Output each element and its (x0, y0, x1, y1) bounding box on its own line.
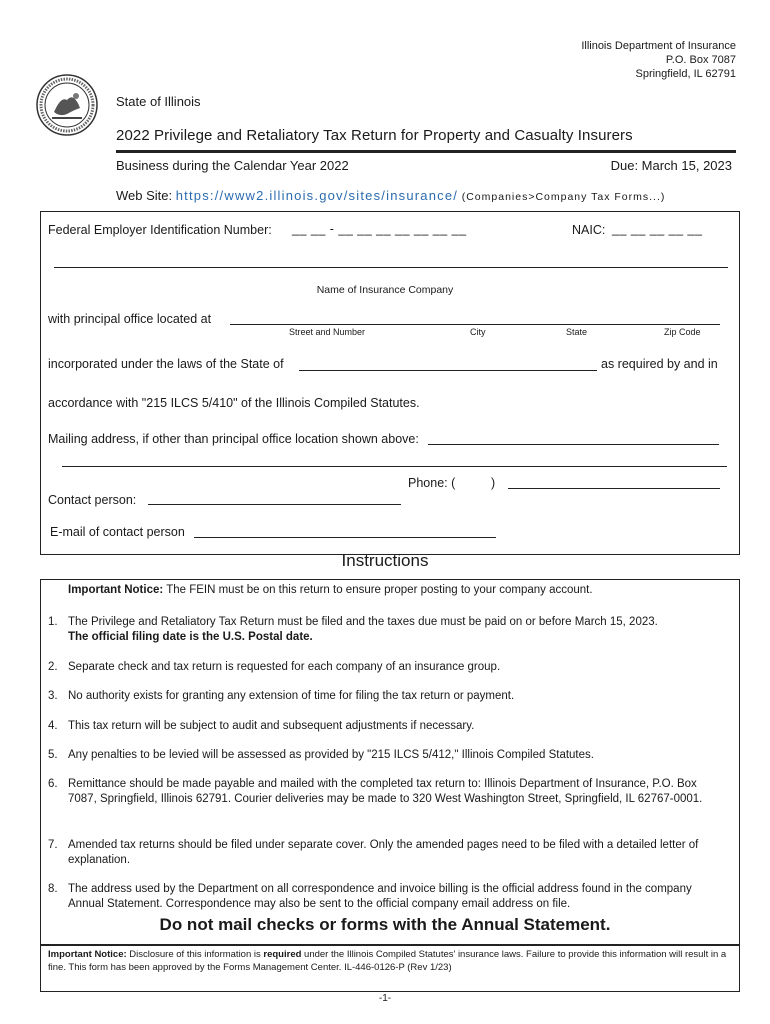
item-text: Separate check and tax return is requested for each company of an insurance group. (68, 661, 501, 673)
notice-text: The FEIN must be on this return to ensure proper posting to your company account. (163, 584, 593, 596)
item-number: 1. (48, 616, 58, 628)
footer-text-b: under the Illinois Compiled Statutes' insurance laws. Failure to provide this information will result in a fine. This form has been approved by the Forms Management Center. IL-446-0126-P (Rev 1/23) (48, 949, 727, 973)
footer-bold: Important Notice: (48, 949, 127, 960)
state-name: State of Illinois (116, 94, 201, 109)
phone-paren-close: ) (491, 476, 496, 490)
state-seal-icon (36, 74, 98, 136)
naic-label: NAIC: (572, 223, 606, 237)
item-number: 3. (48, 690, 58, 702)
footer-required: required (263, 949, 302, 960)
contact-person-input[interactable] (148, 504, 401, 505)
instructions-heading: Instructions (341, 551, 429, 570)
item-number: 4. (48, 720, 58, 732)
page-number: -1- (378, 993, 392, 1004)
do-not-mail-warning: Do not mail checks or forms with the Annual Statement. (159, 915, 611, 934)
instruction-item (48, 689, 728, 704)
due-date: Due: March 15, 2023 (610, 158, 732, 173)
fein-field[interactable]: __ __ - __ __ __ __ __ __ __ (292, 222, 467, 236)
notice-bold: Important Notice: (68, 584, 164, 596)
instruction-item (48, 838, 728, 868)
web-site-line (116, 188, 665, 203)
naic-field[interactable]: __ __ __ __ __ (612, 222, 703, 236)
item-number: 5. (48, 749, 58, 761)
caption-zip: Zip Code (664, 327, 701, 337)
item-text: The address used by the Department on all correspondence and invoice billing is the official address found in the company Annual Statement. Correspondence may also be sent to the official company email address on file. (68, 883, 692, 910)
address-line: Springfield, IL 62791 (635, 68, 736, 80)
instruction-item (48, 660, 728, 675)
incorporated-label: incorporated under the laws of the State of (48, 357, 284, 371)
business-period: Business during the Calendar Year 2022 (116, 158, 349, 173)
form-title: 2022 Privilege and Retaliatory Tax Return for Property and Casualty Insurers (116, 127, 633, 144)
incorporated-state-input[interactable] (299, 370, 597, 371)
company-name-caption: Name of Insurance Company (316, 284, 454, 296)
item-number: 6. (48, 778, 58, 790)
instruction-item (48, 777, 728, 807)
contact-person-label: Contact person: (48, 493, 137, 507)
department-address (581, 39, 736, 81)
phone-label: Phone: ( (408, 476, 456, 490)
item-number: 8. (48, 883, 58, 895)
caption-street: Street and Number (289, 327, 366, 337)
item-text: Remittance should be made payable and mailed with the completed tax return to: Illinois Department of Insurance, P.O. Box 7087, Springfield, Illinois 62791. Courier deliveries may be made to 320 West Washington Street, Springfield, IL 62767-0001. (68, 778, 703, 805)
footer-notice (48, 948, 728, 974)
footer-rule (40, 944, 740, 946)
web-path: (Companies>Company Tax Forms...) (461, 191, 666, 203)
instruction-item (48, 882, 728, 912)
item-bold-text: The official filing date is the U.S. Postal date. (68, 631, 313, 643)
instruction-item (48, 748, 728, 763)
principal-office-label: with principal office located at (48, 312, 212, 326)
caption-city: City (470, 327, 486, 337)
company-name-input[interactable] (54, 267, 728, 268)
address-line: Illinois Department of Insurance (581, 40, 736, 52)
mailing-address-input[interactable] (428, 444, 719, 445)
as-required-text: as required by and in (601, 357, 718, 371)
item-text: No authority exists for granting any extension of time for filing the tax return or payment. (68, 690, 515, 702)
instruction-item (48, 719, 728, 734)
item-text: This tax return will be subject to audit and subsequent adjustments if necessary. (68, 720, 475, 732)
caption-state: State (566, 327, 588, 337)
accordance-text: accordance with "215 ILCS 5/410" of the Illinois Compiled Statutes. (48, 396, 420, 410)
item-number: 7. (48, 839, 58, 851)
email-input[interactable] (194, 537, 496, 538)
instruction-item (48, 615, 728, 645)
title-rule (116, 150, 736, 153)
web-label: Web Site: (116, 188, 173, 203)
item-text: Amended tax returns should be filed under separate cover. Only the amended pages need to be filed with a detailed letter of explanation. (68, 839, 699, 866)
fein-label: Federal Employer Identification Number: (48, 223, 272, 237)
item-number: 2. (48, 661, 58, 673)
web-url-link[interactable]: https://www2.illinois.gov/sites/insurance/ (175, 188, 459, 203)
item-text: Any penalties to be levied will be assessed as provided by "215 ILCS 5/412," Illinois Compiled Statutes. (68, 749, 594, 761)
fein-notice (68, 584, 593, 596)
phone-input[interactable] (508, 488, 720, 489)
mailing-address-input-2[interactable] (62, 466, 727, 467)
footer-text-a: Disclosure of this information is (126, 949, 264, 960)
item-text: The Privilege and Retaliatory Tax Return must be filed and the taxes due must be paid on or before March 15, 2023. (68, 616, 658, 628)
mailing-address-label: Mailing address, if other than principal office location shown above: (48, 432, 419, 446)
principal-office-input[interactable] (230, 324, 720, 325)
email-label: E-mail of contact person (50, 525, 185, 539)
address-line: P.O. Box 7087 (665, 54, 736, 66)
